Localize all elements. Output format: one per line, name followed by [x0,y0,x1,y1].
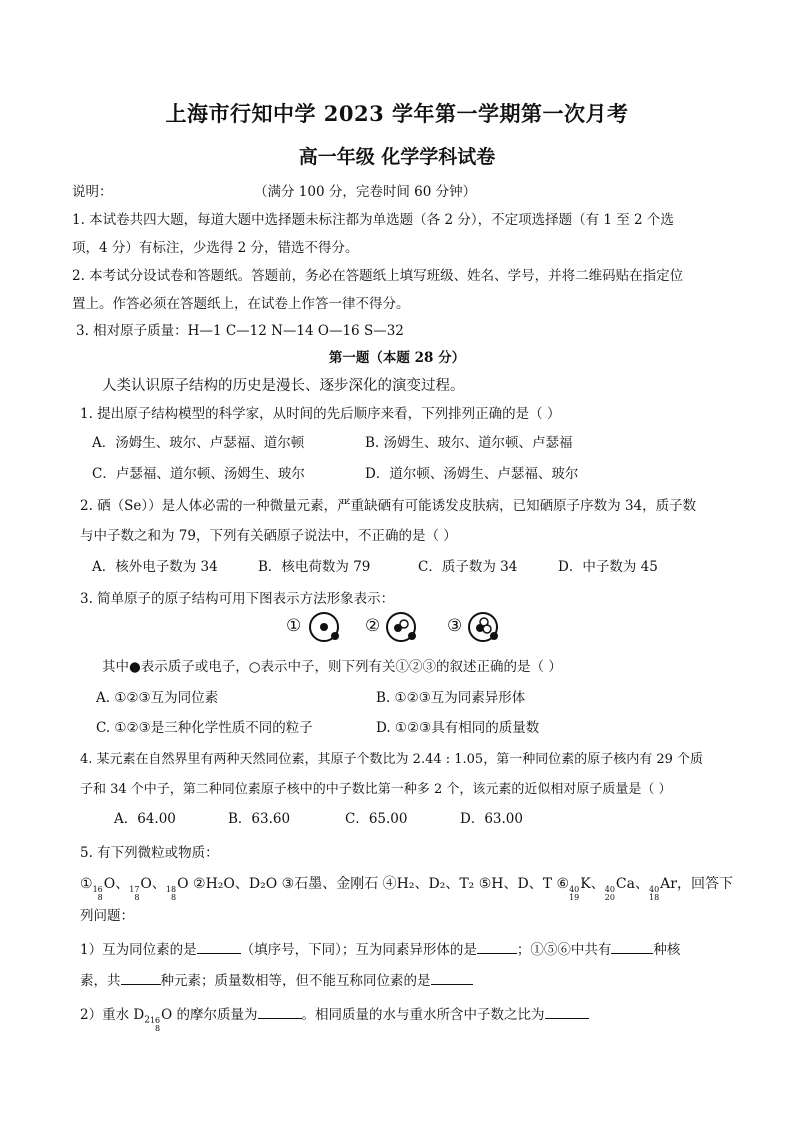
q5-sub1-part5: 素，共 [80,973,121,989]
q5-stem: 5. 有下列微粒或物质： [80,845,219,861]
o16-mass: 16 [92,885,103,894]
q2-option-a: A．核外电子数为 34 [92,559,218,575]
answer-blank-isotopes[interactable] [197,941,241,954]
q5-item1-label: ① [80,876,93,892]
q5-item4: ④H₂、D₂、T₂ [382,876,475,892]
q3-option-d: D. ①②③具有相同的质量数 [376,720,540,736]
o18-symbol: O [177,876,189,892]
q2-option-d: D．中子数为 45 [558,559,658,575]
q1-option-c: C．卢瑟福、道尔顿、汤姆生、玻尔 [92,466,305,482]
q2-stem-line2: 与中子数之和为 79，下列有关硒原子说法中，不正确的是（ ） [80,528,457,544]
isotope-o18-index [166,886,176,902]
o18-mass: 18 [165,885,177,894]
ca-mass: 40 [604,885,615,894]
q5-item5: ⑤H、D、T [478,876,553,892]
ca-symbol: Ca [615,876,635,892]
isotope-o16-index [93,886,103,902]
instruction-1b: 项，4 分）有标注，少选得 2 分，错选不得分。 [72,240,359,256]
q2-option-c: C．质子数为 34 [418,559,518,575]
q4-option-a: A．64.00 [114,811,176,827]
q4-option-c: C．65.00 [345,811,408,827]
q5-sub2-part3: 。相同质量的水与重水所含中子数之比为 [301,1007,545,1023]
atom-label-2: ② [365,616,381,636]
q5-sub1-part4: 种核 [653,942,681,958]
o17-mass: 17 [129,885,140,894]
o16-water-number: 8 [155,1024,161,1033]
q5-items-tail: ，回答下 [676,876,733,892]
k-mass: 40 [569,885,580,894]
q2-stem-line1: 2. 硒（Se））是人体必需的一种微量元素，严重缺硒有可能诱发皮肤病，已知硒原子序数为 34，质子数 [80,498,697,514]
exam-title: 上海市行知中学 2023 学年第一学期第一次月考 [165,101,629,126]
k-number: 19 [569,893,580,902]
instruction-1a: 1. 本试卷共四大题，每道大题中选择题未标注都为单选题（各 2 分），不定项选择题（有 1 至 2 个选 [72,212,674,228]
answer-blank-neutron-ratio[interactable] [545,1006,589,1019]
q1-stem: 1. 提出原子结构模型的科学家，从时间的先后顺序来看，下列排列正确的是（ ） [80,406,561,422]
ar-mass: 40 [648,885,660,894]
isotope-o16-water-index [150,1017,160,1033]
isotope-o17-index [129,886,139,902]
atom-label-3: ③ [447,616,463,636]
q5-sub2-part1: 2）重水 D [80,1007,145,1023]
answer-blank-allotropes[interactable] [477,941,517,954]
isotope-k-index [569,886,579,902]
o16-symbol: O [103,876,116,892]
q3-option-c: C. ①②③是三种化学性质不同的粒子 [96,720,313,736]
q3-note: 其中●表示质子或电子，○表示中子，则下列有关①②③的叙述正确的是（ ） [102,659,562,675]
instructions-label: 说明： [72,184,113,200]
instruction-2b: 置上。作答必须在答题纸上，在试卷上作答一律不得分。 [72,296,410,312]
o16-number: 8 [97,893,103,902]
q5-items-tail2: 列问题： [80,908,134,924]
section-heading: 第一题（本题 28 分） [328,350,466,366]
isotope-ar-index [649,886,659,902]
ca-number: 20 [604,893,615,902]
k-symbol: K [580,876,591,892]
q2-option-b: B．核电荷数为 79 [258,559,371,575]
atom-diagram-1 [307,610,343,646]
instruction-2a: 2. 本考试分设试卷和答题纸。答题前，务必在答题纸上填写班级、姓名、学号，并将二维码贴在指定位 [72,268,684,284]
q5-sub1-part6: 种元素；质量数相等，但不能互称同位素的是 [160,973,431,989]
exam-meta: （满分 100 分，完卷时间 60 分钟） [254,184,477,200]
sep-1: 、 [115,876,130,892]
q4-option-b: B．63.60 [228,811,291,827]
q1-option-b: B. 汤姆生、玻尔、道尔顿、卢瑟福 [365,435,573,451]
o17-number: 8 [134,893,140,902]
ar-symbol: Ar [660,876,677,892]
o17-symbol: O [140,876,152,892]
q3-option-a: A. ①②③互为同位素 [96,690,219,706]
answer-blank-molar-mass[interactable] [258,1006,302,1019]
q5-sub1-line2 [80,969,473,989]
atom-diagram-2 [384,610,420,646]
o16-water-mass: 16 [149,1016,161,1025]
q5-sub1-part2: （填序号，下同）；互为同素异形体的是 [240,942,477,958]
isotope-ca-index [605,886,615,902]
q5-item2: ②H₂O、D₂O [193,876,278,892]
instruction-3: 3. 相对原子质量：H—1 C—12 N—14 O—16 S—32 [76,323,404,339]
sep-3: 、 [590,876,605,892]
sep-4: 、 [634,876,649,892]
q5-sub1-part3: ；①⑤⑥中共有 [516,942,612,958]
q4-option-d: D．63.00 [460,811,523,827]
q1-option-a: A．汤姆生、玻尔、卢瑟福、道尔顿 [92,435,305,451]
section-intro: 人类认识原子结构的历史是漫长、逐步深化的演变过程。 [102,378,465,394]
answer-blank-same-mass[interactable] [431,972,473,985]
answer-blank-nuclide-count[interactable] [611,941,653,954]
ar-number: 18 [648,893,660,902]
sep-2: 、 [151,876,166,892]
atom-label-1: ① [286,616,302,636]
q5-items [80,873,733,902]
q4-stem-line1: 4. 某元素在自然界里有两种天然同位素，其原子个数比为 2.44 : 1.05，第一种同位素的原子核内有 29 个质 [80,752,704,767]
exam-subtitle: 高一年级 化学学科试卷 [298,146,496,168]
atom-diagram-3 [466,610,502,646]
q3-option-b: B. ①②③互为同素异形体 [376,690,526,706]
q4-stem-line2: 子和 34 个中子，第二种同位素原子核中的中子数比第一种多 2 个，该元素的近似相对原子质量是（ ） [80,782,672,797]
q5-item6-label: ⑥ [556,876,570,892]
q5-sub2-part2: O 的摩尔质量为 [161,1007,258,1023]
d2-subscript: 2 [144,1015,150,1026]
q1-option-d: D．道尔顿、汤姆生、卢瑟福、玻尔 [365,466,579,482]
q5-sub1-part1: 1）互为同位素的是 [80,942,197,958]
q5-sub2 [80,1003,589,1033]
answer-blank-element-count[interactable] [121,972,161,985]
q5-item3: ③石墨、金刚石 [281,876,379,892]
q3-stem: 3. 简单原子的原子结构可用下图表示方法形象表示： [80,591,395,607]
q5-sub1-line1 [80,938,680,958]
o18-number: 8 [171,893,177,902]
